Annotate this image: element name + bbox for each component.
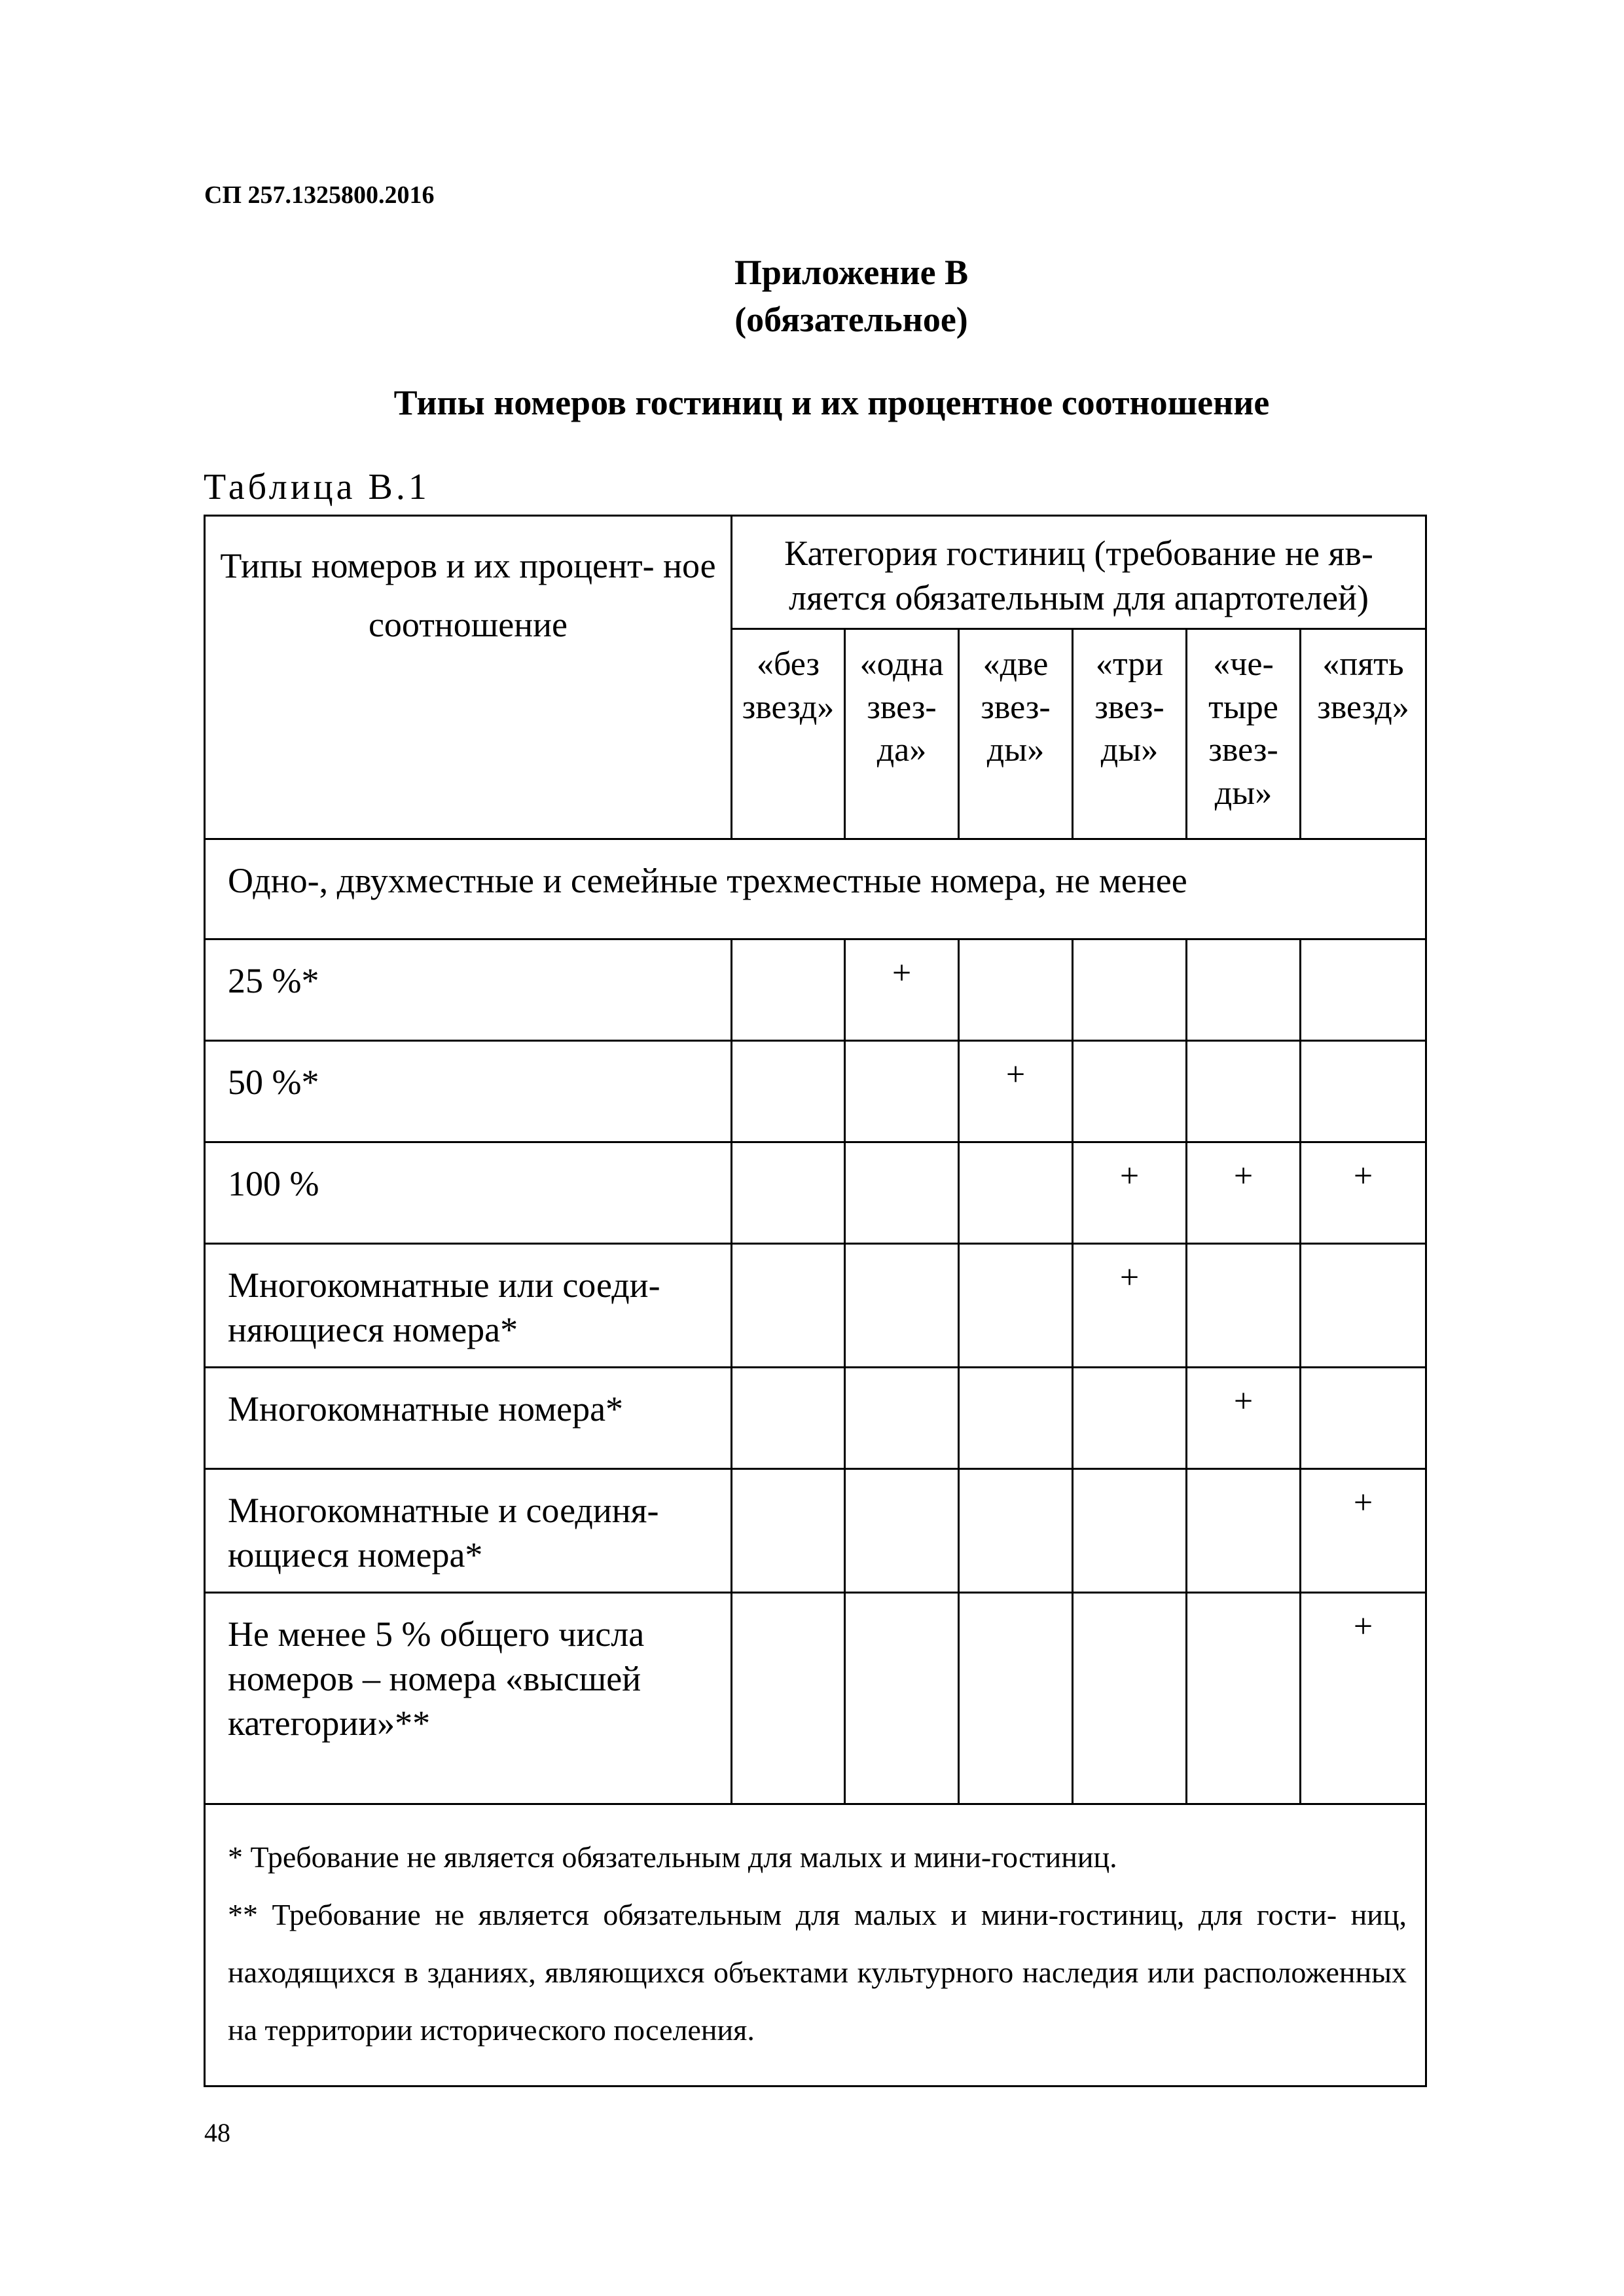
header-star-3: «три звез- ды» bbox=[1073, 629, 1187, 839]
cell-mark bbox=[732, 1593, 845, 1804]
cell-mark bbox=[1301, 1244, 1426, 1368]
row-label: Многокомнатные и соединя- ющиеся номера* bbox=[205, 1469, 732, 1593]
cell-mark bbox=[1073, 1041, 1187, 1142]
cell-mark bbox=[959, 1469, 1073, 1593]
cell-mark bbox=[1301, 939, 1426, 1041]
cell-mark bbox=[959, 1368, 1073, 1469]
cell-mark bbox=[1187, 1593, 1301, 1804]
cell-mark: + bbox=[845, 939, 959, 1041]
row-label: Многокомнатные номера* bbox=[205, 1368, 732, 1469]
cell-mark bbox=[732, 1469, 845, 1593]
cell-mark bbox=[732, 1244, 845, 1368]
table-row bbox=[205, 1368, 1426, 1469]
table-row bbox=[205, 1041, 1426, 1142]
cell-mark bbox=[845, 1244, 959, 1368]
header-star-1: «одна звез- да» bbox=[845, 629, 959, 839]
room-types-table bbox=[204, 515, 1427, 2087]
cell-mark bbox=[1187, 1244, 1301, 1368]
cell-mark bbox=[845, 1142, 959, 1244]
group-label: Одно-, двухместные и семейные трехместные номера, не менее bbox=[205, 839, 1426, 939]
cell-mark bbox=[732, 1142, 845, 1244]
table-header-row bbox=[205, 516, 1426, 629]
cell-mark bbox=[845, 1368, 959, 1469]
header-hotel-category: Категория гостиниц (требование не яв- ляется обязательным для апартотелей) bbox=[732, 516, 1426, 629]
note-1: * Требование не является обязательным для малых и мини-гостиниц. bbox=[228, 1840, 1117, 1874]
page-number: 48 bbox=[204, 2118, 230, 2147]
cell-mark bbox=[959, 1244, 1073, 1368]
table-group-row bbox=[205, 839, 1426, 939]
table-notes bbox=[205, 1804, 1426, 2086]
table-caption: Таблица В.1 bbox=[204, 467, 430, 507]
row-label: Многокомнатные или соеди- няющиеся номера* bbox=[205, 1244, 732, 1368]
cell-mark bbox=[1187, 939, 1301, 1041]
appendix-subtitle: (обязательное) bbox=[734, 300, 968, 339]
header-star-5: «пять звезд» bbox=[1301, 629, 1426, 839]
row-label: 25 %* bbox=[205, 939, 732, 1041]
cell-mark: + bbox=[1187, 1368, 1301, 1469]
cell-mark bbox=[845, 1593, 959, 1804]
header-star-4: «че- тыре звез- ды» bbox=[1187, 629, 1301, 839]
appendix-title: Приложение В bbox=[734, 253, 969, 292]
cell-mark: + bbox=[1301, 1593, 1426, 1804]
cell-mark bbox=[1187, 1469, 1301, 1593]
cell-mark bbox=[959, 939, 1073, 1041]
appendix-heading bbox=[0, 249, 1624, 343]
cell-mark bbox=[732, 1041, 845, 1142]
cell-mark bbox=[1301, 1368, 1426, 1469]
header-star-2: «две звез- ды» bbox=[959, 629, 1073, 839]
row-label: 50 %* bbox=[205, 1041, 732, 1142]
row-label: 100 % bbox=[205, 1142, 732, 1244]
document-code: СП 257.1325800.2016 bbox=[204, 181, 435, 209]
cell-mark bbox=[1301, 1041, 1426, 1142]
cell-mark bbox=[845, 1469, 959, 1593]
cell-mark bbox=[732, 939, 845, 1041]
row-label: Не менее 5 % общего числа номеров – номера «высшей категории»** bbox=[205, 1593, 732, 1804]
cell-mark bbox=[1073, 1469, 1187, 1593]
cell-mark: + bbox=[1073, 1142, 1187, 1244]
cell-mark bbox=[1073, 1593, 1187, 1804]
cell-mark bbox=[732, 1368, 845, 1469]
table-row bbox=[205, 1469, 1426, 1593]
table-row bbox=[205, 1244, 1426, 1368]
cell-mark bbox=[959, 1142, 1073, 1244]
note-2: ** Требование не является обязательным для малых и мини-гостиниц, для гости- ниц, находящихся в зданиях, являющихся объектами культурного наследия или расположенных на территории исторического поселения. bbox=[228, 1898, 1407, 2047]
table-row bbox=[205, 1142, 1426, 1244]
header-room-types: Типы номеров и их процент- ное соотношение bbox=[205, 516, 732, 839]
cell-mark: + bbox=[1187, 1142, 1301, 1244]
cell-mark: + bbox=[1301, 1469, 1426, 1593]
cell-mark: + bbox=[1073, 1244, 1187, 1368]
cell-mark bbox=[1073, 1368, 1187, 1469]
header-star-0: «без звезд» bbox=[732, 629, 845, 839]
table-row bbox=[205, 939, 1426, 1041]
cell-mark bbox=[1187, 1041, 1301, 1142]
section-title: Типы номеров гостиниц и их процентное соотношение bbox=[393, 383, 1270, 422]
cell-mark bbox=[845, 1041, 959, 1142]
cell-mark: + bbox=[1301, 1142, 1426, 1244]
cell-mark bbox=[959, 1593, 1073, 1804]
table-notes-row bbox=[205, 1804, 1426, 2086]
table-row bbox=[205, 1593, 1426, 1804]
cell-mark: + bbox=[959, 1041, 1073, 1142]
cell-mark bbox=[1073, 939, 1187, 1041]
